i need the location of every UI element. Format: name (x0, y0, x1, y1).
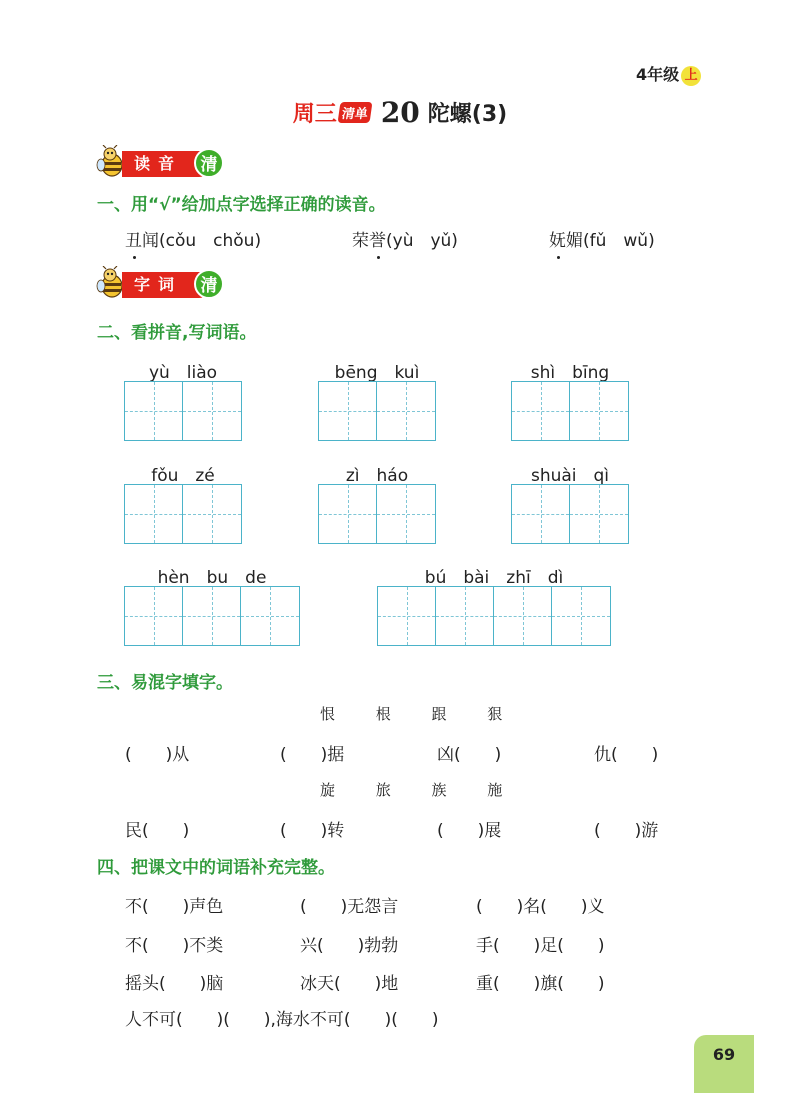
pinyin-label: zì háo (345, 466, 409, 486)
grade-label (636, 62, 701, 86)
grade-badge: 上 (681, 66, 701, 86)
grid-cell[interactable] (241, 587, 299, 645)
pinyin-label: shuài qì (530, 466, 610, 486)
q1-item-2-pre: 荣 (352, 231, 369, 251)
grid-cell[interactable] (552, 587, 610, 645)
q4-blank[interactable]: ( )名( )义 (476, 897, 605, 917)
q3-blank[interactable]: ( )据 (280, 745, 345, 765)
q4-blank[interactable]: 重( )旗( ) (476, 974, 605, 994)
page-title (0, 96, 800, 129)
pinyin-label: hèn bu de (157, 568, 267, 588)
grid-cell[interactable] (319, 382, 377, 440)
section-banner-read (96, 143, 236, 183)
q1-item-1-post: 闻 (142, 231, 159, 251)
banner-badge-read: 清 (194, 148, 224, 178)
q4-blank[interactable]: 冰天( )地 (300, 974, 399, 994)
writing-grid[interactable] (124, 381, 242, 441)
banner-badge-words: 清 (194, 269, 224, 299)
q1-item-3-post: 媚 (566, 231, 583, 251)
title-tag: 清单 (337, 102, 372, 123)
grid-cell[interactable] (125, 382, 183, 440)
q3-blank[interactable]: 凶( ) (437, 745, 502, 765)
grid-cell[interactable] (512, 382, 570, 440)
q4-blank-long[interactable]: 人不可( )( ),海水不可( )( ) (125, 1010, 439, 1030)
q3-charset-1: 恨 根 跟 狠 (320, 705, 521, 723)
grid-cell[interactable] (570, 485, 628, 543)
grid-cell[interactable] (183, 587, 241, 645)
pinyin-label: bú bài zhī dì (424, 568, 564, 588)
pinyin-label: fǒu zé (151, 466, 215, 486)
writing-grid[interactable] (124, 484, 242, 544)
q4-heading: 四、把课文中的词语补充完整。 (97, 858, 335, 878)
grade-text: 4年级 (636, 65, 680, 84)
grid-cell[interactable] (125, 485, 183, 543)
grid-cell[interactable] (377, 485, 435, 543)
q4-blank[interactable]: ( )无怨言 (300, 897, 399, 917)
grid-cell[interactable] (125, 587, 183, 645)
writing-grid[interactable] (318, 381, 436, 441)
q2-heading: 二、看拼音,写词语。 (97, 323, 257, 343)
lesson-name: 陀螺(3) (427, 102, 508, 127)
q1-item-2-dotted: 誉 (369, 231, 386, 251)
grid-cell[interactable] (570, 382, 628, 440)
grid-cell[interactable] (377, 382, 435, 440)
q1-item-3-options: (fǔ wǔ) (583, 231, 655, 251)
writing-grid[interactable] (511, 484, 629, 544)
q4-blank[interactable]: 手( )足( ) (476, 936, 605, 956)
pinyin-label: yù liào (148, 363, 218, 383)
q1-heading: 一、用“√”给加点字选择正确的读音。 (97, 195, 386, 215)
writing-grid[interactable] (377, 586, 611, 646)
q1-item-1-dotted: 丑 (125, 231, 142, 251)
pinyin-label: bēng kuì (334, 363, 420, 383)
q3-blank[interactable]: ( )展 (437, 821, 502, 841)
q1-item-2 (352, 226, 458, 251)
q3-blank[interactable]: 仇( ) (594, 745, 659, 765)
title-day: 周三 (292, 102, 337, 127)
writing-grid[interactable] (124, 586, 300, 646)
lesson-number: 20 (380, 96, 420, 129)
grid-cell[interactable] (436, 587, 494, 645)
writing-grid[interactable] (511, 381, 629, 441)
grid-cell[interactable] (183, 485, 241, 543)
writing-grid[interactable] (318, 484, 436, 544)
q1-item-2-options: (yù yǔ) (386, 231, 458, 251)
bee-icon (96, 266, 124, 298)
grid-cell[interactable] (378, 587, 436, 645)
q4-blank[interactable]: 不( )不类 (125, 936, 224, 956)
q4-blank[interactable]: 摇头( )脑 (125, 974, 224, 994)
grid-cell[interactable] (319, 485, 377, 543)
grid-cell[interactable] (494, 587, 552, 645)
grid-cell[interactable] (512, 485, 570, 543)
bee-icon (96, 145, 124, 177)
section-banner-words (96, 264, 236, 304)
q4-blank[interactable]: 不( )声色 (125, 897, 224, 917)
q3-blank[interactable]: 民( ) (125, 821, 190, 841)
q3-charset-2: 旋 旅 族 施 (320, 781, 521, 799)
pinyin-label: shì bīng (530, 363, 610, 383)
q1-item-1-options: (cǒu chǒu) (159, 231, 262, 251)
q3-blank[interactable]: ( )游 (594, 821, 659, 841)
q3-blank[interactable]: ( )从 (125, 745, 190, 765)
q4-blank[interactable]: 兴( )勃勃 (300, 936, 399, 956)
q3-heading: 三、易混字填字。 (97, 673, 233, 693)
banner-label-read: 读音 (122, 151, 212, 177)
q1-item-1 (125, 226, 261, 251)
banner-label-words: 字词 (122, 272, 212, 298)
grid-cell[interactable] (183, 382, 241, 440)
q3-blank[interactable]: ( )转 (280, 821, 345, 841)
q1-item-3-dotted: 妩 (549, 231, 566, 251)
page-number: 69 (694, 1035, 754, 1093)
q1-item-3 (549, 226, 655, 251)
